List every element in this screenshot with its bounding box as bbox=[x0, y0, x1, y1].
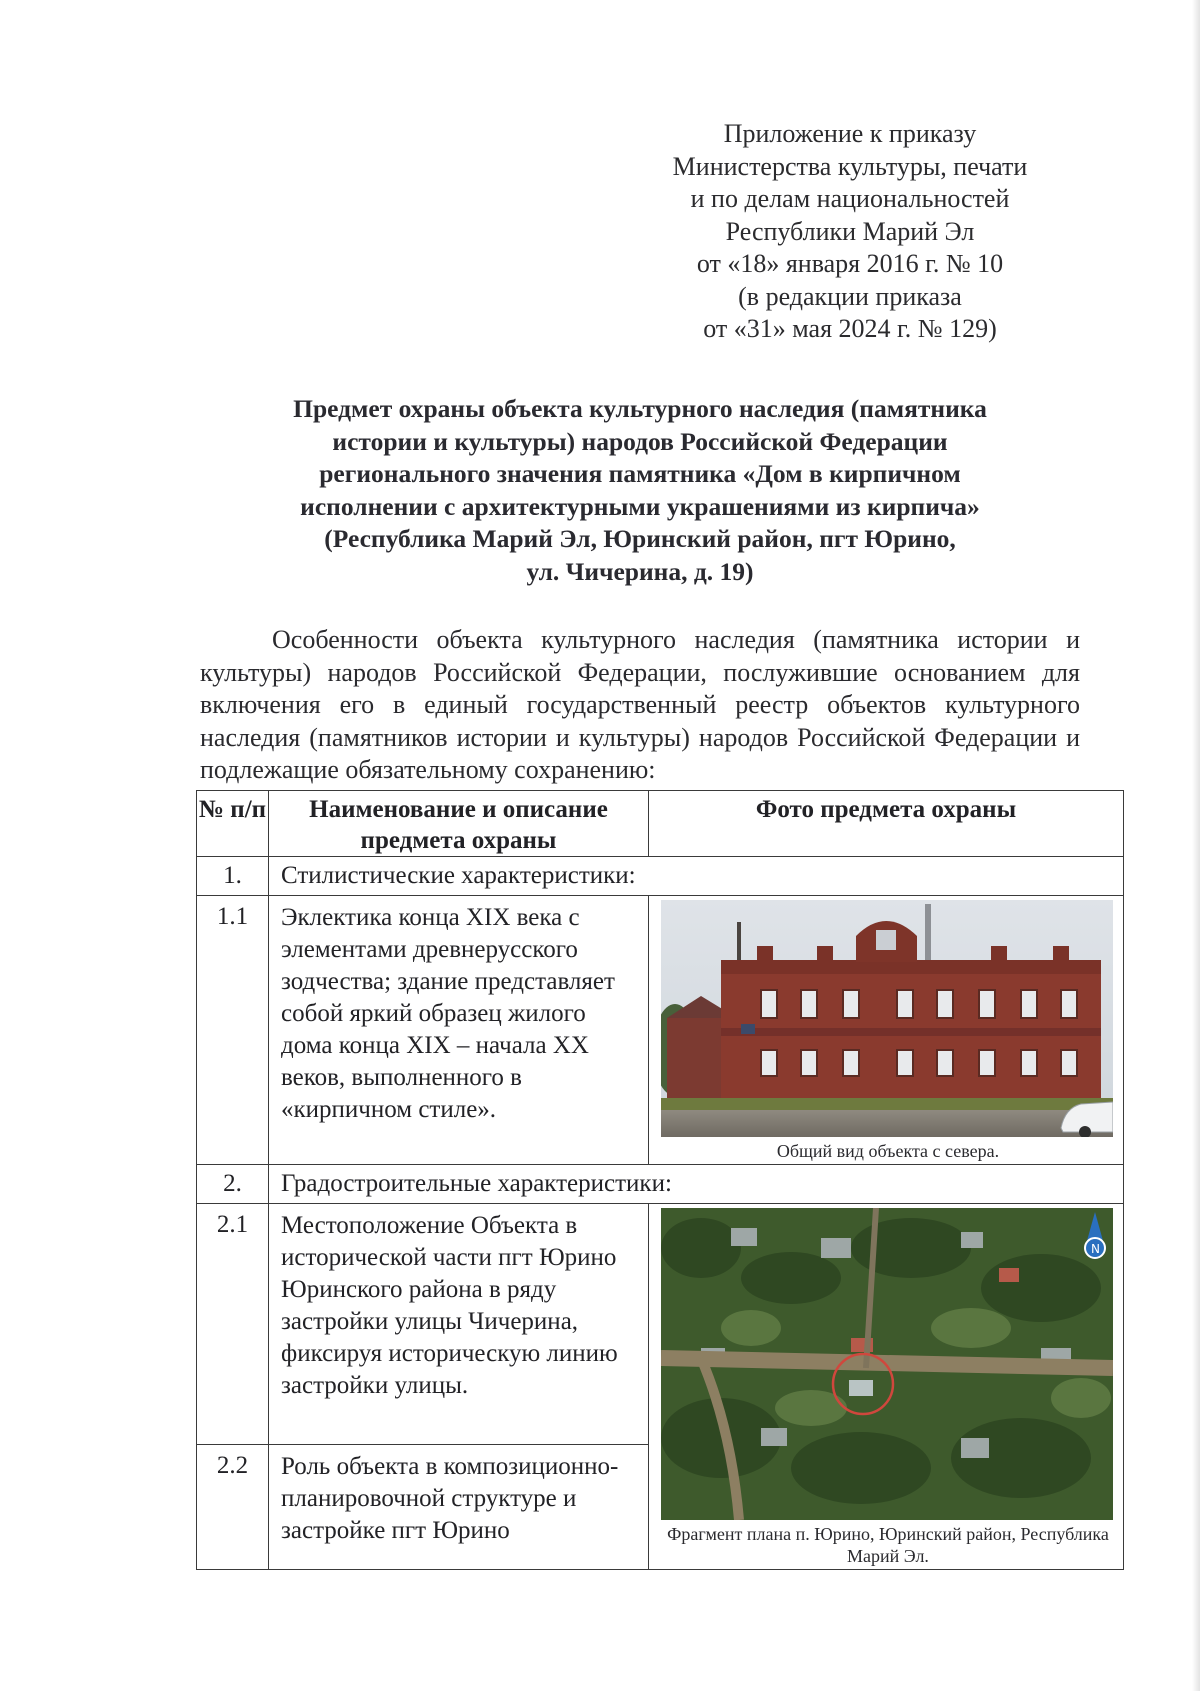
table-row-section-2 bbox=[197, 1165, 1124, 1204]
header-number: № п/п bbox=[197, 791, 269, 857]
document-title bbox=[195, 393, 1085, 588]
title-line: Предмет охраны объекта культурного наследия (памятника bbox=[293, 394, 987, 423]
row-number: 1.1 bbox=[197, 896, 269, 1165]
photo-caption: Фрагмент плана п. Юрино, Юринский район, Республика Марий Эл. bbox=[667, 1524, 1109, 1566]
appendix-line: от «18» января 2016 г. № 10 bbox=[696, 249, 1004, 278]
table-row-section-1 bbox=[197, 857, 1124, 896]
appendix-header bbox=[640, 118, 1060, 346]
title-line: исполнении с архитектурными украшениями из кирпича» bbox=[300, 491, 980, 521]
row-number: 2.1 bbox=[197, 1204, 269, 1445]
row-number: 2.2 bbox=[197, 1445, 269, 1570]
appendix-line: и по делам национальностей bbox=[690, 184, 1010, 213]
appendix-line: Министерства культуры, печати bbox=[672, 151, 1028, 181]
table-row-1-1 bbox=[197, 896, 1124, 1165]
row-description: Эклектика конца XIX века с элементами древнерусского зодчества; здание представляет собой яркий образец жилого дома конца XIX – начала XX веков, выполненного в «кирпичном стиле». bbox=[269, 896, 649, 1165]
page-edge-shadow bbox=[1192, 0, 1200, 1691]
protection-items-table bbox=[196, 790, 1124, 1570]
intro-paragraph bbox=[200, 624, 1080, 787]
row-description: Местоположение Объекта в исторической части пгт Юрино Юринского района в ряду застройки улицы Чичерина, фиксируя историческую линию застройки улицы. bbox=[269, 1204, 649, 1445]
photo-caption: Общий вид объекта с севера. bbox=[776, 1141, 1000, 1161]
aerial-map-photo bbox=[661, 1208, 1113, 1520]
section-number: 1. bbox=[197, 857, 269, 896]
appendix-line: Республики Марий Эл bbox=[725, 216, 975, 246]
row-description: Роль объекта в композиционно-планировочной структуре и застройке пгт Юрино bbox=[269, 1445, 649, 1570]
section-number: 2. bbox=[197, 1165, 269, 1204]
header-description: Наименование и описание предмета охраны bbox=[269, 791, 649, 857]
table-header-row bbox=[197, 791, 1124, 857]
intro-text: Особенности объекта культурного наследия (памятника истории и культуры) народов Российской Федерации, послужившие основанием для включения его в единый государственный реестр объектов культурного наследия (памятников истории и культуры) народов Российской Федерации и подлежащие обязательному сохранению: bbox=[200, 625, 1080, 784]
photo-cell-map bbox=[649, 1204, 1124, 1570]
photo-cell-building bbox=[649, 896, 1124, 1165]
appendix-line: (в редакции приказа bbox=[738, 281, 962, 311]
title-line: (Республика Марий Эл, Юринский район, пгт Юрино, bbox=[324, 524, 956, 553]
appendix-line: Приложение к приказу bbox=[723, 119, 977, 148]
section-title: Стилистические характеристики: bbox=[269, 857, 1124, 896]
title-line: истории и культуры) народов Российской Федерации bbox=[332, 426, 948, 456]
table-row-2-1 bbox=[197, 1204, 1124, 1445]
building-photo bbox=[661, 900, 1113, 1137]
header-photo: Фото предмета охраны bbox=[649, 791, 1124, 857]
title-line: ул. Чичерина, д. 19) bbox=[526, 556, 754, 586]
title-line: регионального значения памятника «Дом в кирпичном bbox=[319, 459, 961, 488]
section-title: Градостроительные характеристики: bbox=[269, 1165, 1124, 1204]
appendix-line: от «31» мая 2024 г. № 129) bbox=[703, 314, 997, 343]
svg-text:N: N bbox=[1091, 1242, 1100, 1256]
